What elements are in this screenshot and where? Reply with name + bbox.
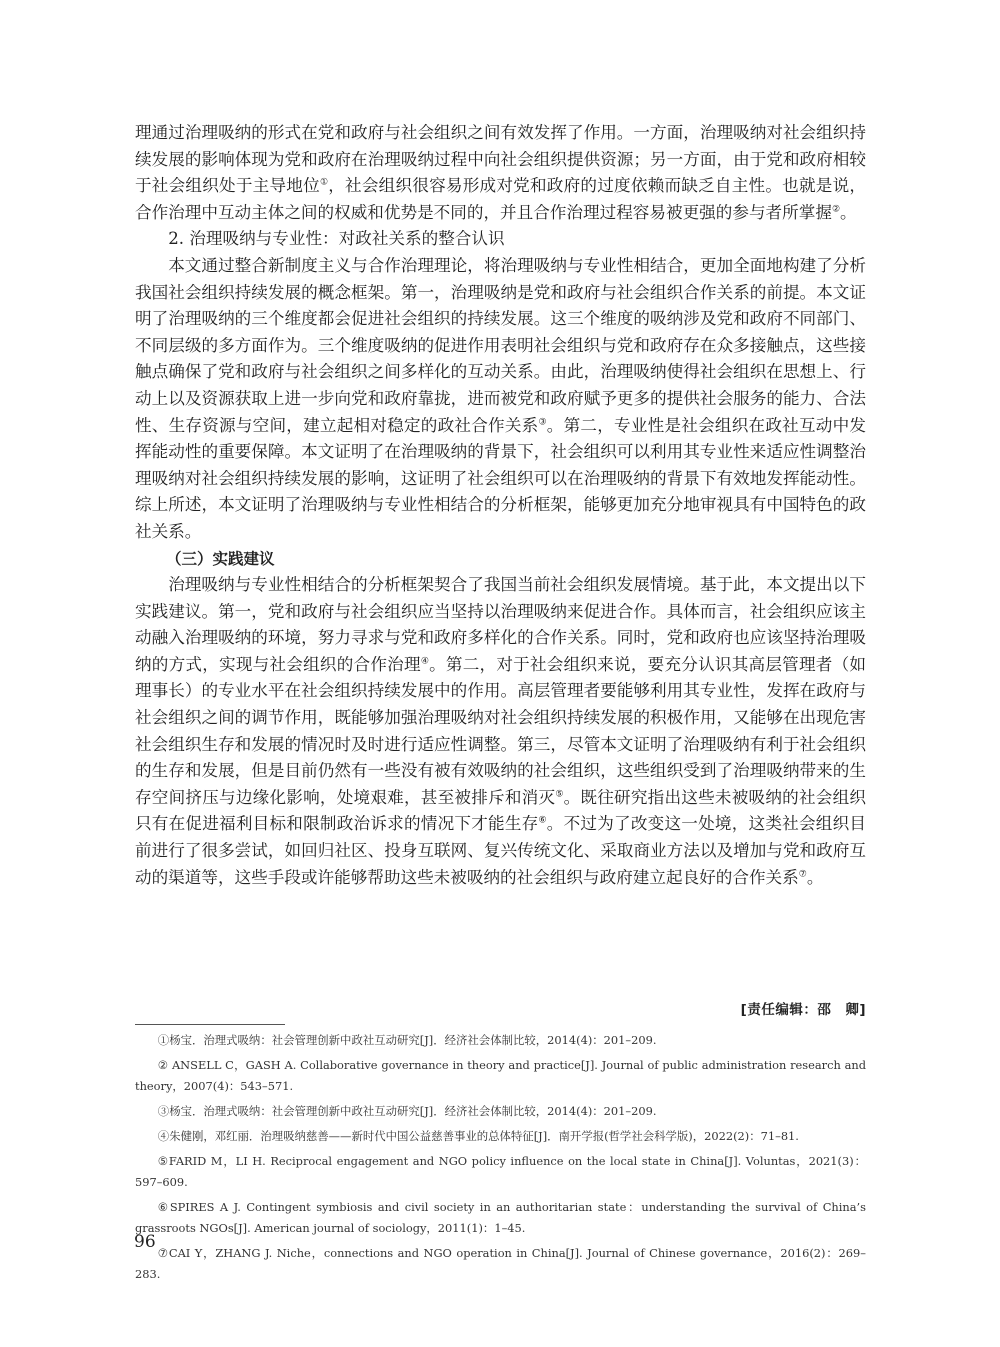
footnote-mark-1[interactable]: ① (319, 177, 329, 188)
responsible-editor: [责任编辑：邵 卿] (740, 1002, 866, 1018)
section-heading-practice: （三）实践建议 (166, 549, 275, 568)
body-text (135, 120, 866, 891)
footnotes (135, 1030, 866, 1289)
paragraph-recommendations: 治理吸纳与专业性相结合的分析框架契合了我国当前社会组织发展情境。基于此，本文提出以下实践建议。第一，党和政府与社会组织应当坚持以治理吸纳来促进合作。具体而言，社会组织应该主动融入治理吸纳的环境，努力寻求与党和政府多样化的合作关系。同时，党和政府也应该坚持治理吸纳的方式，实现与社会组织的合作治理④。第二，对于社会组织来说，要充分认识其高层管理者（如理事长）的专业水平在社会组织持续发展中的作用。高层管理者要能够利用其专业性，发挥在政府与社会组织之间的调节作用，既能够加强治理吸纳对社会组织持续发展的积极作用，又能够在出现危害社会组织生存和发展的情况时及时进行适应性调整。第三，尽管本文证明了治理吸纳有利于社会组织的生存和发展，但是目前仍然有一些没有被有效吸纳的社会组织，这些组织受到了治理吸纳带来的生存空间挤压与边缘化影响，处境艰难，甚至被排斥和消灭⑤。既往研究指出这些未被吸纳的社会组织只有在促进福利目标和限制政治诉求的情况下才能生存⑥。不过为了改变这一处境，这类社会组织目前进行了很多尝试，如回归社区、投身互联网、复兴传统文化、采取商业方法以及增加与党和政府互动的渠道等，这些手段或许能够帮助这些未被吸纳的社会组织与政府建立起良好的合作关系⑦。 (135, 575, 867, 887)
footnote-mark-7[interactable]: ⑦ (798, 869, 807, 880)
footnote-mark-6[interactable]: ⑥ (538, 815, 547, 826)
footnote-divider (135, 1024, 285, 1025)
footnote-mark-2[interactable]: ② (831, 204, 841, 215)
footnote-mark-4[interactable]: ④ (420, 656, 430, 667)
footnote-mark-5[interactable]: ⑤ (555, 789, 564, 800)
footnote-item: ⑥SPIRES A J. Contingent symbiosis and civil society in an authoritarian state：understanding the survival of China’s grassroots NGOs[J]. American journal of sociology，2011(1)：1–45. (135, 1200, 866, 1235)
footnote-item: ⑤FARID M，LI H. Reciprocal engagement and NGO policy influence on the local state in China[J]. Voluntas，2021(3)：597–609. (135, 1154, 866, 1189)
footnote-item: ⑦CAI Y，ZHANG J. Niche，connections and NGO operation in China[J]. Journal of Chinese governance，2016(2)：269–283. (135, 1246, 866, 1281)
footnote-item: ①杨宝．治理式吸纳：社会管理创新中政社互动研究[J]．经济社会体制比较，2014(4)：201–209. (157, 1033, 657, 1047)
paragraph-intro: 理通过治理吸纳的形式在党和政府与社会组织之间有效发挥了作用。一方面，治理吸纳对社会组织持续发展的影响体现为党和政府在治理吸纳过程中向社会组织提供资源；另一方面，由于党和政府相较于社会组织处于主导地位①，社会组织很容易形成对党和政府的过度依赖而缺乏自主性。也就是说，合作治理中互动主体之间的权威和优势是不同的，并且合作治理过程容易被更强的参与者所掌握②。 (135, 123, 867, 222)
footnote-mark-3[interactable]: ③ (538, 417, 547, 427)
footnote-item: ④朱健刚，邓红丽．治理吸纳慈善——新时代中国公益慈善事业的总体特征[J]．南开学报(哲学社会科学版)，2022(2)：71–81. (157, 1129, 799, 1143)
paragraph-integration: 本文通过整合新制度主义与合作治理理论，将治理吸纳与专业性相结合，更加全面地构建了分析我国社会组织持续发展的概念框架。第一，治理吸纳是党和政府与社会组织合作关系的前提。本文证明了治理吸纳的三个维度都会促进社会组织的持续发展。这三个维度的吸纳涉及党和政府不同部门、不同层级的多方面作为。三个维度吸纳的促进作用表明社会组织与党和政府存在众多接触点，这些接触点确保了党和政府与社会组织之间多样化的互动关系。由此，治理吸纳使得社会组织在思想上、行动上以及资源获取上进一步向党和政府靠拢，进而被党和政府赋予更多的提供社会服务的能力、合法性、生存资源与空间，建立起相对稳定的政社合作关系③。第二，专业性是社会组织在政社互动中发挥能动性的重要保障。本文证明了在治理吸纳的背景下，社会组织可以利用其专业性来适应性调整治理吸纳对社会组织持续发展的影响，这证明了社会组织可以在治理吸纳的背景下有效地发挥能动性。综上所述，本文证明了治理吸纳与专业性相结合的分析框架，能够更加充分地审视具有中国特色的政社关系。 (135, 255, 867, 541)
page-number: 96 (134, 1232, 156, 1252)
footnote-item: ② ANSELL C，GASH A. Collaborative governance in theory and practice[J]. Journal of public administration research and theory，2007(4)：543–571. (135, 1058, 866, 1093)
footnote-item: ③杨宝．治理式吸纳：社会管理创新中政社互动研究[J]．经济社会体制比较，2014(4)：201–209. (157, 1104, 657, 1118)
section-heading-2: 2. 治理吸纳与专业性：对政社关系的整合认识 (168, 229, 505, 249)
